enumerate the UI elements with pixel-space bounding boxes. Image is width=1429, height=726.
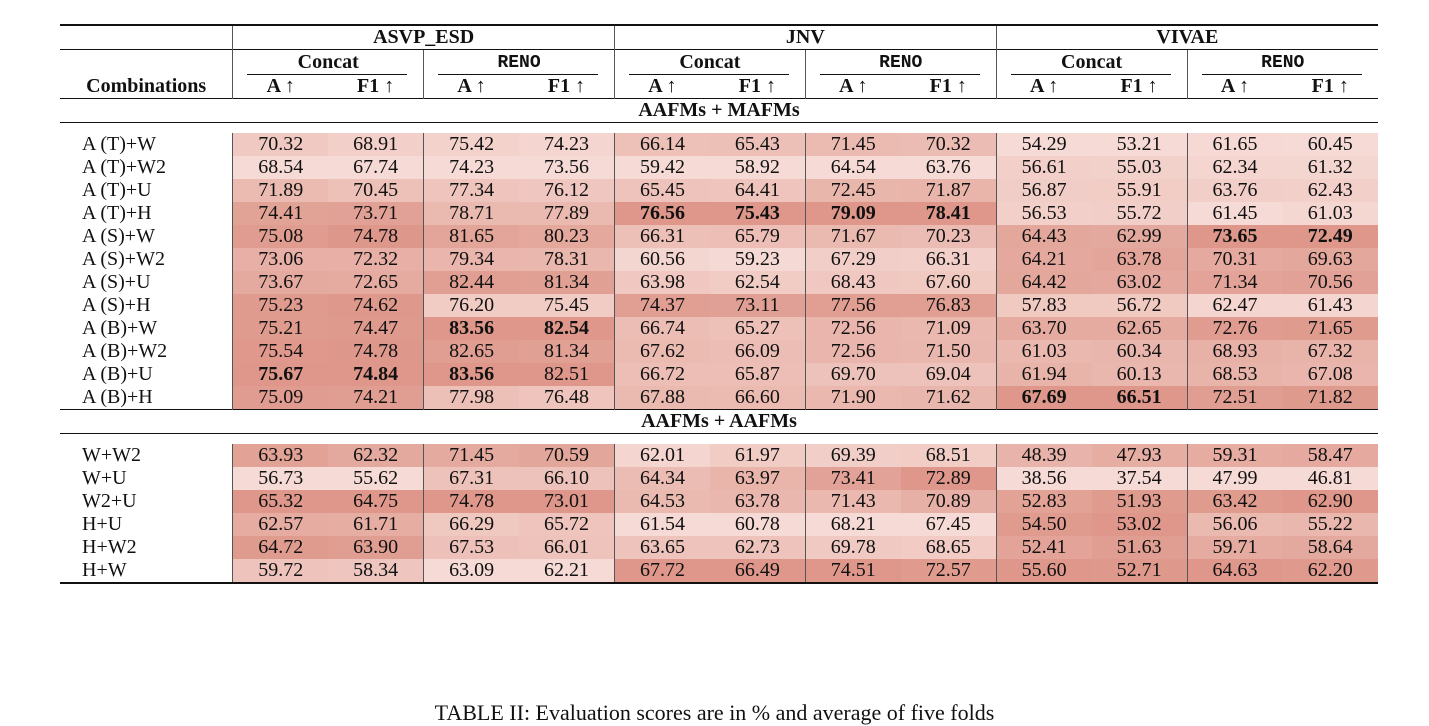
score-cell: 71.09 — [901, 317, 996, 340]
score-cell: 63.90 — [328, 536, 423, 559]
table-row — [60, 225, 1378, 248]
score-cell: 62.90 — [1282, 490, 1378, 513]
score-cell: 56.53 — [996, 202, 1091, 225]
score-cell: 83.56 — [424, 317, 519, 340]
score-cell: 56.73 — [233, 467, 328, 490]
section-rule — [60, 123, 1378, 134]
score-cell: 66.10 — [519, 467, 614, 490]
table-row — [60, 386, 1378, 410]
score-cell: 52.83 — [996, 490, 1091, 513]
combination-label: W+U — [82, 467, 127, 489]
score-cell: 62.21 — [519, 559, 614, 583]
score-cell: 61.32 — [1282, 156, 1378, 179]
score-cell: 51.63 — [1092, 536, 1187, 559]
score-cell: 72.57 — [901, 559, 996, 583]
metric-header: F1 ↑ — [1120, 75, 1158, 97]
score-cell: 68.51 — [901, 444, 996, 467]
method-label: Concat — [1061, 51, 1123, 73]
score-cell: 58.34 — [328, 559, 423, 583]
score-cell: 65.45 — [614, 179, 709, 202]
score-cell: 63.76 — [1187, 179, 1282, 202]
metric-header: F1 ↑ — [357, 75, 395, 97]
score-cell: 74.21 — [328, 386, 423, 410]
metric-header: A ↑ — [424, 75, 519, 99]
score-cell: 62.32 — [328, 444, 423, 467]
score-cell: 66.51 — [1092, 386, 1187, 410]
score-cell: 52.41 — [996, 536, 1091, 559]
score-cell: 66.14 — [614, 133, 709, 156]
score-cell: 71.34 — [1187, 271, 1282, 294]
score-cell: 61.94 — [996, 363, 1091, 386]
score-cell: 61.43 — [1282, 294, 1378, 317]
combination-label: A (B)+H — [82, 386, 153, 408]
metric-header: F1 ↑ — [1311, 75, 1349, 97]
score-cell: 71.65 — [1282, 317, 1378, 340]
combination-label: W2+U — [82, 490, 137, 512]
score-cell: 55.62 — [328, 467, 423, 490]
score-cell: 62.20 — [1282, 559, 1378, 583]
table-row — [60, 202, 1378, 225]
combination-label: H+W2 — [82, 536, 137, 558]
score-cell: 59.31 — [1187, 444, 1282, 467]
section-title-row — [60, 410, 1378, 434]
results-table — [60, 24, 1378, 584]
score-cell: 61.71 — [328, 513, 423, 536]
score-cell: 56.87 — [996, 179, 1091, 202]
score-cell: 73.71 — [328, 202, 423, 225]
score-cell: 46.81 — [1282, 467, 1378, 490]
score-cell: 64.34 — [614, 467, 709, 490]
score-cell: 64.41 — [710, 179, 805, 202]
score-cell: 75.08 — [233, 225, 328, 248]
score-cell: 62.65 — [1092, 317, 1187, 340]
score-cell: 79.09 — [805, 202, 900, 225]
score-cell: 58.92 — [710, 156, 805, 179]
section-title: AAFMs + AAFMs — [60, 410, 1378, 434]
score-cell: 54.50 — [996, 513, 1091, 536]
score-cell: 82.44 — [424, 271, 519, 294]
score-cell: 63.65 — [614, 536, 709, 559]
score-cell: 71.89 — [233, 179, 328, 202]
score-cell: 72.89 — [901, 467, 996, 490]
score-cell: 67.29 — [805, 248, 900, 271]
score-cell: 64.43 — [996, 225, 1091, 248]
score-cell: 67.69 — [996, 386, 1091, 410]
score-cell: 70.23 — [901, 225, 996, 248]
score-cell: 72.56 — [805, 317, 900, 340]
score-cell: 60.34 — [1092, 340, 1187, 363]
score-cell: 69.78 — [805, 536, 900, 559]
method-header — [614, 50, 805, 76]
score-cell: 68.91 — [328, 133, 423, 156]
score-cell: 83.56 — [424, 363, 519, 386]
score-cell: 66.31 — [901, 248, 996, 271]
score-cell: 75.43 — [710, 202, 805, 225]
score-cell: 82.54 — [519, 317, 614, 340]
score-cell: 53.21 — [1092, 133, 1187, 156]
score-cell: 67.74 — [328, 156, 423, 179]
score-cell: 55.60 — [996, 559, 1091, 583]
score-cell: 81.34 — [519, 271, 614, 294]
score-cell: 70.89 — [901, 490, 996, 513]
score-cell: 76.12 — [519, 179, 614, 202]
dataset-header: VIVAE — [996, 25, 1378, 50]
score-cell: 38.56 — [996, 467, 1091, 490]
score-cell: 77.89 — [519, 202, 614, 225]
score-cell: 67.08 — [1282, 363, 1378, 386]
score-cell: 74.47 — [328, 317, 423, 340]
score-cell: 72.65 — [328, 271, 423, 294]
score-cell: 59.71 — [1187, 536, 1282, 559]
score-cell: 62.01 — [614, 444, 709, 467]
score-cell: 71.90 — [805, 386, 900, 410]
score-cell: 67.62 — [614, 340, 709, 363]
score-cell: 65.79 — [710, 225, 805, 248]
method-label: RENO — [1261, 53, 1305, 73]
score-cell: 71.43 — [805, 490, 900, 513]
score-cell: 62.73 — [710, 536, 805, 559]
score-cell: 78.41 — [901, 202, 996, 225]
score-cell: 60.78 — [710, 513, 805, 536]
score-cell: 62.99 — [1092, 225, 1187, 248]
score-cell: 64.21 — [996, 248, 1091, 271]
method-label: RENO — [497, 53, 541, 73]
score-cell: 51.93 — [1092, 490, 1187, 513]
score-cell: 73.01 — [519, 490, 614, 513]
table-row — [60, 513, 1378, 536]
score-cell: 60.45 — [1282, 133, 1378, 156]
score-cell: 58.64 — [1282, 536, 1378, 559]
score-cell: 72.45 — [805, 179, 900, 202]
table-row — [60, 444, 1378, 467]
method-label: Concat — [679, 51, 741, 73]
score-cell: 71.50 — [901, 340, 996, 363]
score-cell: 76.83 — [901, 294, 996, 317]
score-cell: 68.65 — [901, 536, 996, 559]
section-gap — [60, 434, 1378, 445]
score-cell: 62.43 — [1282, 179, 1378, 202]
score-cell: 71.62 — [901, 386, 996, 410]
table-row — [60, 363, 1378, 386]
score-cell: 63.76 — [901, 156, 996, 179]
score-cell: 72.76 — [1187, 317, 1282, 340]
table-row — [60, 490, 1378, 513]
score-cell: 54.29 — [996, 133, 1091, 156]
method-label: Concat — [297, 51, 359, 73]
score-cell: 69.04 — [901, 363, 996, 386]
section-gap — [60, 123, 1378, 134]
method-header — [996, 50, 1187, 76]
score-cell: 74.62 — [328, 294, 423, 317]
score-cell: 69.70 — [805, 363, 900, 386]
score-cell: 72.49 — [1282, 225, 1378, 248]
score-cell: 70.45 — [328, 179, 423, 202]
score-cell: 37.54 — [1092, 467, 1187, 490]
score-cell: 74.51 — [805, 559, 900, 583]
table-row — [60, 248, 1378, 271]
method-header — [805, 50, 996, 76]
score-cell: 74.78 — [328, 340, 423, 363]
score-cell: 76.20 — [424, 294, 519, 317]
score-cell: 75.42 — [424, 133, 519, 156]
score-cell: 78.31 — [519, 248, 614, 271]
combination-label: W+W2 — [82, 444, 142, 466]
score-cell: 74.78 — [328, 225, 423, 248]
score-cell: 66.49 — [710, 559, 805, 583]
score-cell: 60.56 — [614, 248, 709, 271]
combination-label: A (T)+W2 — [82, 156, 167, 178]
score-cell: 63.70 — [996, 317, 1091, 340]
score-cell: 71.45 — [805, 133, 900, 156]
header-datasets-row — [60, 25, 1378, 50]
table-row — [60, 559, 1378, 583]
score-cell: 71.82 — [1282, 386, 1378, 410]
score-cell: 56.72 — [1092, 294, 1187, 317]
score-cell: 63.97 — [710, 467, 805, 490]
method-header — [1187, 50, 1378, 76]
score-cell: 80.23 — [519, 225, 614, 248]
combination-label: A (S)+W — [82, 225, 155, 247]
score-cell: 62.54 — [710, 271, 805, 294]
score-cell: 63.02 — [1092, 271, 1187, 294]
score-cell: 66.31 — [614, 225, 709, 248]
score-cell: 64.72 — [233, 536, 328, 559]
score-cell: 65.27 — [710, 317, 805, 340]
score-cell: 69.39 — [805, 444, 900, 467]
score-cell: 58.47 — [1282, 444, 1378, 467]
metric-header: F1 ↑ — [738, 75, 776, 97]
header-methods-row — [60, 50, 1378, 76]
score-cell: 57.83 — [996, 294, 1091, 317]
score-cell: 67.31 — [424, 467, 519, 490]
score-cell: 47.99 — [1187, 467, 1282, 490]
combination-label: A (S)+H — [82, 294, 151, 316]
score-cell: 75.54 — [233, 340, 328, 363]
score-cell: 77.34 — [424, 179, 519, 202]
score-cell: 67.45 — [901, 513, 996, 536]
section-title-row — [60, 99, 1378, 123]
combination-label: A (T)+U — [82, 179, 152, 201]
score-cell: 76.56 — [614, 202, 709, 225]
score-cell: 75.23 — [233, 294, 328, 317]
score-cell: 75.21 — [233, 317, 328, 340]
score-cell: 66.01 — [519, 536, 614, 559]
score-cell: 74.37 — [614, 294, 709, 317]
score-cell: 59.23 — [710, 248, 805, 271]
score-cell: 47.93 — [1092, 444, 1187, 467]
score-cell: 77.98 — [424, 386, 519, 410]
metric-header: F1 ↑ — [547, 75, 586, 97]
score-cell: 82.51 — [519, 363, 614, 386]
combination-label: A (S)+W2 — [82, 248, 165, 270]
score-cell: 61.97 — [710, 444, 805, 467]
header-empty — [60, 50, 233, 76]
score-cell: 61.03 — [996, 340, 1091, 363]
score-cell: 66.72 — [614, 363, 709, 386]
score-cell: 64.53 — [614, 490, 709, 513]
score-cell: 66.09 — [710, 340, 805, 363]
score-cell: 61.65 — [1187, 133, 1282, 156]
score-cell: 55.72 — [1092, 202, 1187, 225]
score-cell: 65.32 — [233, 490, 328, 513]
score-cell: 68.53 — [1187, 363, 1282, 386]
score-cell: 74.78 — [424, 490, 519, 513]
score-cell: 75.67 — [233, 363, 328, 386]
dataset-header: ASVP_ESD — [233, 25, 615, 50]
score-cell: 65.87 — [710, 363, 805, 386]
score-cell: 48.39 — [996, 444, 1091, 467]
table-row — [60, 294, 1378, 317]
score-cell: 64.63 — [1187, 559, 1282, 583]
score-cell: 66.60 — [710, 386, 805, 410]
metric-header: A ↑ — [996, 75, 1091, 99]
score-cell: 71.87 — [901, 179, 996, 202]
score-cell: 68.43 — [805, 271, 900, 294]
score-cell: 65.72 — [519, 513, 614, 536]
combination-label: A (T)+W — [82, 133, 157, 155]
score-cell: 71.45 — [424, 444, 519, 467]
score-cell: 74.23 — [519, 133, 614, 156]
score-cell: 81.34 — [519, 340, 614, 363]
section-title: AAFMs + MAFMs — [60, 99, 1378, 123]
combination-label: A (T)+H — [82, 202, 152, 224]
dataset-header: JNV — [614, 25, 996, 50]
score-cell: 70.56 — [1282, 271, 1378, 294]
score-cell: 61.03 — [1282, 202, 1378, 225]
score-cell: 70.32 — [901, 133, 996, 156]
table-row — [60, 536, 1378, 559]
score-cell: 64.42 — [996, 271, 1091, 294]
score-cell: 59.72 — [233, 559, 328, 583]
table-row — [60, 340, 1378, 363]
score-cell: 67.88 — [614, 386, 709, 410]
score-cell: 67.53 — [424, 536, 519, 559]
score-cell: 71.67 — [805, 225, 900, 248]
method-header — [233, 50, 424, 76]
score-cell: 63.78 — [1092, 248, 1187, 271]
score-cell: 62.47 — [1187, 294, 1282, 317]
score-cell: 55.91 — [1092, 179, 1187, 202]
metric-header: A ↑ — [233, 75, 328, 99]
score-cell: 75.09 — [233, 386, 328, 410]
score-cell: 55.03 — [1092, 156, 1187, 179]
score-cell: 60.13 — [1092, 363, 1187, 386]
combination-label: A (B)+W — [82, 317, 158, 339]
score-cell: 72.51 — [1187, 386, 1282, 410]
metric-header: A ↑ — [805, 75, 900, 99]
table-row — [60, 317, 1378, 340]
score-cell: 63.78 — [710, 490, 805, 513]
score-cell: 70.31 — [1187, 248, 1282, 271]
table-row — [60, 156, 1378, 179]
score-cell: 73.06 — [233, 248, 328, 271]
score-cell: 70.32 — [233, 133, 328, 156]
score-cell: 81.65 — [424, 225, 519, 248]
metric-header: F1 ↑ — [929, 75, 967, 97]
combination-label: A (B)+U — [82, 363, 153, 385]
score-cell: 79.34 — [424, 248, 519, 271]
table-row — [60, 467, 1378, 490]
score-cell: 74.41 — [233, 202, 328, 225]
table-row — [60, 271, 1378, 294]
score-cell: 68.54 — [233, 156, 328, 179]
score-cell: 63.98 — [614, 271, 709, 294]
score-cell: 67.72 — [614, 559, 709, 583]
score-cell: 75.45 — [519, 294, 614, 317]
score-cell: 78.71 — [424, 202, 519, 225]
score-cell: 56.61 — [996, 156, 1091, 179]
score-cell: 72.32 — [328, 248, 423, 271]
score-cell: 61.45 — [1187, 202, 1282, 225]
header-empty — [60, 25, 233, 50]
score-cell: 62.57 — [233, 513, 328, 536]
method-label: RENO — [879, 53, 923, 73]
combination-label: H+W — [60, 559, 233, 583]
score-cell: 69.63 — [1282, 248, 1378, 271]
score-cell: 73.11 — [710, 294, 805, 317]
score-cell: 73.41 — [805, 467, 900, 490]
score-cell: 68.93 — [1187, 340, 1282, 363]
combination-label: A (S)+U — [82, 271, 151, 293]
score-cell: 74.23 — [424, 156, 519, 179]
score-cell: 64.54 — [805, 156, 900, 179]
score-cell: 73.56 — [519, 156, 614, 179]
score-cell: 56.06 — [1187, 513, 1282, 536]
score-cell: 67.60 — [901, 271, 996, 294]
score-cell: 72.56 — [805, 340, 900, 363]
score-cell: 73.67 — [233, 271, 328, 294]
header-metrics-row — [60, 75, 1378, 99]
table-row — [60, 133, 1378, 156]
score-cell: 55.22 — [1282, 513, 1378, 536]
score-cell: 77.56 — [805, 294, 900, 317]
score-cell: 74.84 — [328, 363, 423, 386]
score-cell: 62.34 — [1187, 156, 1282, 179]
combinations-header: Combinations — [86, 75, 207, 97]
section-rule — [60, 434, 1378, 445]
score-cell: 67.32 — [1282, 340, 1378, 363]
table-caption: TABLE II: Evaluation scores are in % and average of five folds — [434, 700, 995, 725]
score-cell: 63.09 — [424, 559, 519, 583]
combination-label: A (B)+W2 — [82, 340, 168, 362]
combination-label: H+U — [82, 513, 123, 535]
score-cell: 63.93 — [233, 444, 328, 467]
score-cell: 66.29 — [424, 513, 519, 536]
metric-header: A ↑ — [614, 75, 709, 99]
table-row — [60, 179, 1378, 202]
score-cell: 53.02 — [1092, 513, 1187, 536]
score-cell: 64.75 — [328, 490, 423, 513]
score-cell: 63.42 — [1187, 490, 1282, 513]
score-cell: 61.54 — [614, 513, 709, 536]
score-cell: 66.74 — [614, 317, 709, 340]
metric-header: A ↑ — [1187, 75, 1282, 99]
score-cell: 76.48 — [519, 386, 614, 410]
score-cell: 73.65 — [1187, 225, 1282, 248]
score-cell: 65.43 — [710, 133, 805, 156]
score-cell: 70.59 — [519, 444, 614, 467]
score-cell: 68.21 — [805, 513, 900, 536]
score-cell: 52.71 — [1092, 559, 1187, 583]
score-cell: 82.65 — [424, 340, 519, 363]
method-header — [424, 50, 615, 76]
score-cell: 59.42 — [614, 156, 709, 179]
